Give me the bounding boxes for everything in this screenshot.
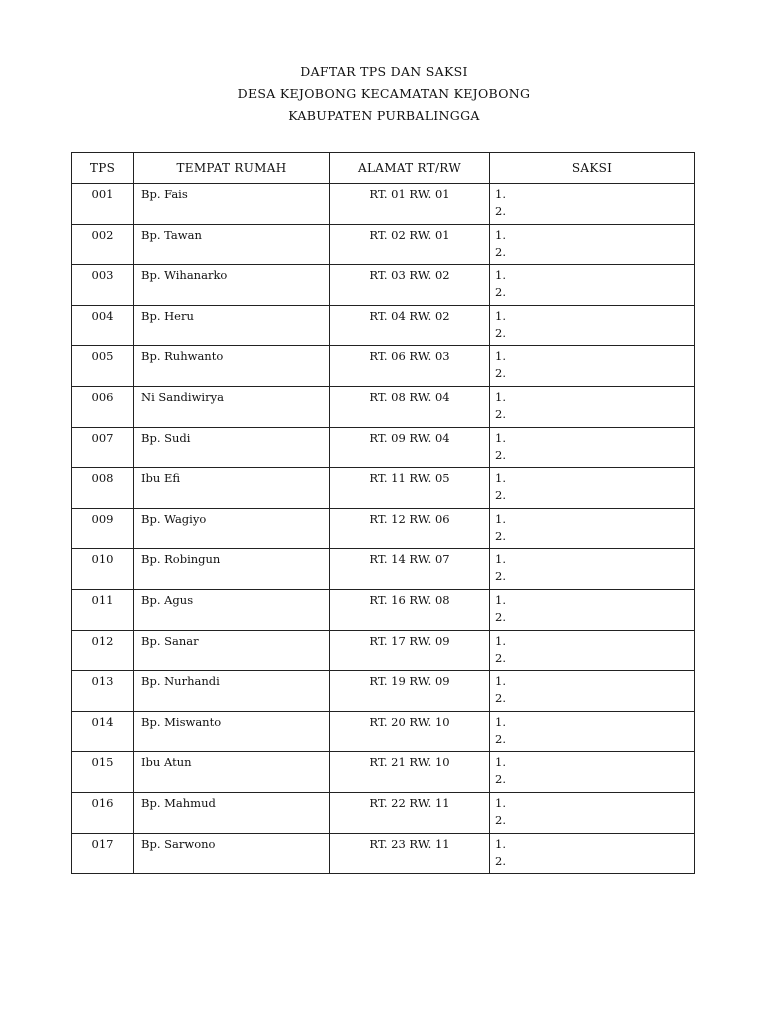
saksi-entry: 1. xyxy=(495,795,506,810)
saksi-entry: 1. xyxy=(495,349,506,364)
saksi-cell xyxy=(490,671,695,712)
title-line-2: DESA KEJOBONG KECAMATAN KEJOBONG xyxy=(237,86,531,101)
alamat-cell: RT. 11 RW. 05 xyxy=(330,468,490,509)
saksi-entry: 2. xyxy=(495,650,506,665)
saksi-entry: 2. xyxy=(495,609,506,624)
table-row xyxy=(72,833,695,874)
tps-number-cell: 001 xyxy=(72,184,134,225)
tempat-rumah-cell: Bp. Sanar xyxy=(134,630,330,671)
column-header-saksi: SAKSI xyxy=(490,153,695,184)
tps-number-cell: 004 xyxy=(72,305,134,346)
alamat-cell: RT. 04 RW. 02 xyxy=(330,305,490,346)
tps-number-cell: 012 xyxy=(72,630,134,671)
tps-table xyxy=(71,152,695,874)
alamat-cell: RT. 09 RW. 04 xyxy=(330,427,490,468)
alamat-cell: RT. 21 RW. 10 xyxy=(330,752,490,793)
table-row xyxy=(72,792,695,833)
saksi-entry: 1. xyxy=(495,471,506,486)
tempat-rumah-cell: Bp. Sarwono xyxy=(134,833,330,874)
table-row xyxy=(72,224,695,265)
saksi-entry: 2. xyxy=(495,325,506,340)
saksi-cell xyxy=(490,427,695,468)
saksi-entry: 2. xyxy=(495,731,506,746)
table-row xyxy=(72,265,695,306)
tps-number-cell: 007 xyxy=(72,427,134,468)
alamat-cell: RT. 17 RW. 09 xyxy=(330,630,490,671)
tempat-rumah-cell: Ibu Atun xyxy=(134,752,330,793)
alamat-cell: RT. 22 RW. 11 xyxy=(330,792,490,833)
saksi-cell xyxy=(490,589,695,630)
tempat-rumah-cell: Bp. Robingun xyxy=(134,549,330,590)
table-row xyxy=(72,589,695,630)
tempat-rumah-cell: Bp. Wihanarko xyxy=(134,265,330,306)
table-row xyxy=(72,508,695,549)
saksi-cell xyxy=(490,630,695,671)
tempat-rumah-cell: Bp. Ruhwanto xyxy=(134,346,330,387)
saksi-entry: 2. xyxy=(495,488,506,503)
tps-number-cell: 005 xyxy=(72,346,134,387)
alamat-cell: RT. 23 RW. 11 xyxy=(330,833,490,874)
tempat-rumah-cell: Bp. Heru xyxy=(134,305,330,346)
saksi-entry: 1. xyxy=(495,308,506,323)
tps-number-cell: 002 xyxy=(72,224,134,265)
saksi-entry: 1. xyxy=(495,227,506,242)
saksi-cell xyxy=(490,833,695,874)
saksi-cell xyxy=(490,265,695,306)
alamat-cell: RT. 20 RW. 10 xyxy=(330,711,490,752)
tempat-rumah-cell: Ibu Efi xyxy=(134,468,330,509)
alamat-cell: RT. 01 RW. 01 xyxy=(330,184,490,225)
saksi-entry: 2. xyxy=(495,285,506,300)
table-header-row xyxy=(72,153,695,184)
alamat-cell: RT. 16 RW. 08 xyxy=(330,589,490,630)
saksi-cell xyxy=(490,792,695,833)
saksi-entry: 2. xyxy=(495,528,506,543)
tps-number-cell: 008 xyxy=(72,468,134,509)
saksi-entry: 1. xyxy=(495,592,506,607)
saksi-entry: 2. xyxy=(495,366,506,381)
alamat-cell: RT. 08 RW. 04 xyxy=(330,386,490,427)
saksi-entry: 1. xyxy=(495,552,506,567)
tempat-rumah-cell: Bp. Fais xyxy=(134,184,330,225)
saksi-entry: 2. xyxy=(495,447,506,462)
tempat-rumah-cell: Bp. Agus xyxy=(134,589,330,630)
column-header-tps: TPS xyxy=(72,153,134,184)
saksi-cell xyxy=(490,752,695,793)
table-row xyxy=(72,386,695,427)
saksi-entry: 1. xyxy=(495,633,506,648)
saksi-entry: 2. xyxy=(495,812,506,827)
saksi-entry: 2. xyxy=(495,853,506,868)
column-header-tempat-rumah: TEMPAT RUMAH xyxy=(134,153,330,184)
saksi-entry: 2. xyxy=(495,772,506,787)
saksi-entry: 2. xyxy=(495,406,506,421)
tps-number-cell: 017 xyxy=(72,833,134,874)
tps-number-cell: 015 xyxy=(72,752,134,793)
tps-number-cell: 010 xyxy=(72,549,134,590)
saksi-entry: 2. xyxy=(495,691,506,706)
alamat-cell: RT. 12 RW. 06 xyxy=(330,508,490,549)
saksi-entry: 1. xyxy=(495,511,506,526)
tempat-rumah-cell: Bp. Nurhandi xyxy=(134,671,330,712)
title-line-1: DAFTAR TPS DAN SAKSI xyxy=(300,64,468,79)
saksi-entry: 1. xyxy=(495,430,506,445)
saksi-entry: 2. xyxy=(495,204,506,218)
saksi-entry: 2. xyxy=(495,244,506,259)
table-row xyxy=(72,671,695,712)
saksi-cell xyxy=(490,508,695,549)
alamat-cell: RT. 19 RW. 09 xyxy=(330,671,490,712)
tps-number-cell: 013 xyxy=(72,671,134,712)
tps-number-cell: 014 xyxy=(72,711,134,752)
alamat-cell: RT. 02 RW. 01 xyxy=(330,224,490,265)
saksi-cell xyxy=(490,346,695,387)
table-row xyxy=(72,549,695,590)
title-line-3: KABUPATEN PURBALINGGA xyxy=(288,108,480,123)
saksi-cell xyxy=(490,224,695,265)
saksi-entry: 1. xyxy=(495,714,506,729)
saksi-entry: 1. xyxy=(495,836,506,851)
table-row xyxy=(72,752,695,793)
tps-number-cell: 006 xyxy=(72,386,134,427)
tempat-rumah-cell: Bp. Sudi xyxy=(134,427,330,468)
saksi-entry: 1. xyxy=(495,187,506,201)
tps-number-cell: 016 xyxy=(72,792,134,833)
column-header-alamat: ALAMAT RT/RW xyxy=(330,153,490,184)
saksi-entry: 1. xyxy=(495,755,506,770)
table-body xyxy=(72,184,695,874)
table-row xyxy=(72,427,695,468)
saksi-entry: 1. xyxy=(495,389,506,404)
tps-number-cell: 011 xyxy=(72,589,134,630)
table-row xyxy=(72,184,695,225)
table-row xyxy=(72,630,695,671)
saksi-cell xyxy=(490,549,695,590)
saksi-cell xyxy=(490,305,695,346)
tempat-rumah-cell: Bp. Wagiyo xyxy=(134,508,330,549)
saksi-entry: 2. xyxy=(495,569,506,584)
tempat-rumah-cell: Bp. Tawan xyxy=(134,224,330,265)
saksi-entry: 1. xyxy=(495,268,506,283)
saksi-entry: 1. xyxy=(495,674,506,689)
saksi-cell xyxy=(490,468,695,509)
table-row xyxy=(72,346,695,387)
tempat-rumah-cell: Bp. Miswanto xyxy=(134,711,330,752)
table-row xyxy=(72,305,695,346)
tps-number-cell: 003 xyxy=(72,265,134,306)
table-row xyxy=(72,711,695,752)
saksi-cell xyxy=(490,386,695,427)
document-title xyxy=(0,61,768,127)
alamat-cell: RT. 14 RW. 07 xyxy=(330,549,490,590)
alamat-cell: RT. 06 RW. 03 xyxy=(330,346,490,387)
table-row xyxy=(72,468,695,509)
saksi-cell xyxy=(490,711,695,752)
tempat-rumah-cell: Ni Sandiwirya xyxy=(134,386,330,427)
tempat-rumah-cell: Bp. Mahmud xyxy=(134,792,330,833)
alamat-cell: RT. 03 RW. 02 xyxy=(330,265,490,306)
saksi-cell xyxy=(490,184,695,225)
tps-number-cell: 009 xyxy=(72,508,134,549)
